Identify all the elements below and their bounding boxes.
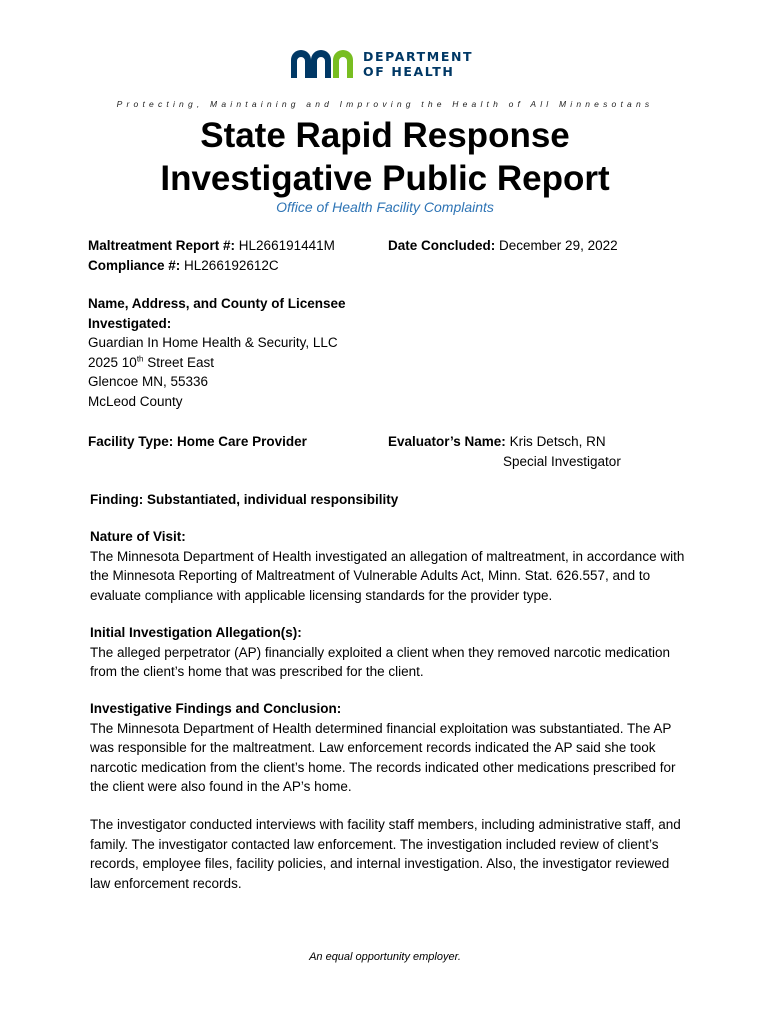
licensee-block	[88, 294, 346, 412]
evaluator-title: Special Investigator	[503, 454, 621, 469]
facility-type-label: Facility Type:	[88, 434, 174, 449]
finding: Finding: Substantiated, individual responsibility	[90, 492, 399, 507]
facility-type-value: Home Care Provider	[177, 434, 307, 449]
date-value: December 29, 2022	[499, 238, 618, 253]
nature-section	[90, 527, 690, 605]
licensee-label-1: Name, Address, and County of Licensee	[88, 296, 346, 311]
maltreatment-label: Maltreatment Report #:	[88, 238, 236, 253]
street-number: 2025 10	[88, 354, 137, 370]
licensee-name: Guardian In Home Health & Security, LLC	[88, 335, 338, 351]
title-line-1: State Rapid Response	[200, 116, 570, 155]
mn-logo-icon	[291, 50, 357, 78]
page-subtitle: Office of Health Facility Complaints	[276, 199, 494, 215]
maltreatment-value: HL266191441M	[238, 238, 335, 253]
footer-note: An equal opportunity employer.	[309, 951, 461, 963]
date-concluded-line	[388, 236, 618, 256]
compliance-value: HL266192612C	[184, 258, 279, 273]
evaluator-line	[388, 432, 606, 452]
date-label: Date Concluded:	[388, 238, 496, 253]
findings-heading: Investigative Findings and Conclusion:	[90, 701, 342, 716]
page-title	[0, 114, 770, 200]
nature-text: The Minnesota Department of Health investigated an allegation of maltreatment, in accordance with the Minnesota Reporting of Maltreatment of Vulnerable Adults Act, Minn. Stat. 626.557, and to evaluate compliance with applicable licensing standards for the provider type.	[90, 548, 685, 603]
allegation-text: The alleged perpetrator (AP) financially exploited a client when they removed narcotic medication from the client’s home that was prescribed for the client.	[90, 644, 671, 680]
logo-text	[363, 49, 503, 79]
logo-line-2: OF HEALTH	[363, 64, 455, 79]
licensee-label-2: Investigated:	[88, 315, 172, 331]
evaluator-label: Evaluator’s Name:	[388, 434, 506, 449]
evaluator-name: Kris Detsch, RN	[509, 434, 606, 449]
maltreatment-report-line	[88, 236, 335, 256]
tagline: Protecting, Maintaining and Improving the Health of All Minnesotans	[116, 99, 654, 109]
allegation-heading: Initial Investigation Allegation(s):	[90, 625, 302, 640]
compliance-line	[88, 256, 279, 276]
licensee-street	[88, 353, 346, 373]
facility-type-line	[88, 432, 307, 452]
street-rest: Street East	[143, 354, 215, 370]
nature-heading: Nature of Visit:	[90, 529, 186, 544]
findings-section	[90, 699, 690, 797]
interviews-paragraph: The investigator conducted interviews with facility staff members, including administrative staff, and family. The investigator contacted law enforcement. The investigation included review of client’s records, employee files, facility policies, and internal investigation. Also, the investigator reviewed law enforcement records.	[90, 817, 681, 891]
street-ordinal: th	[136, 354, 144, 364]
title-line-2: Investigative Public Report	[160, 159, 610, 198]
licensee-county: McLeod County	[88, 393, 183, 409]
allegation-section	[90, 623, 690, 682]
logo-line-1: DEPARTMENT	[363, 49, 474, 64]
compliance-label: Compliance #:	[88, 258, 181, 273]
licensee-city: Glencoe MN, 55336	[88, 374, 209, 390]
findings-text: The Minnesota Department of Health determined financial exploitation was substantiated. The AP was responsible for the maltreatment. Law enforcement records indicated the AP said she took narcotic medication from the client’s home. The records indicated other medications prescribed for the client were also found in the AP’s home.	[90, 720, 676, 795]
